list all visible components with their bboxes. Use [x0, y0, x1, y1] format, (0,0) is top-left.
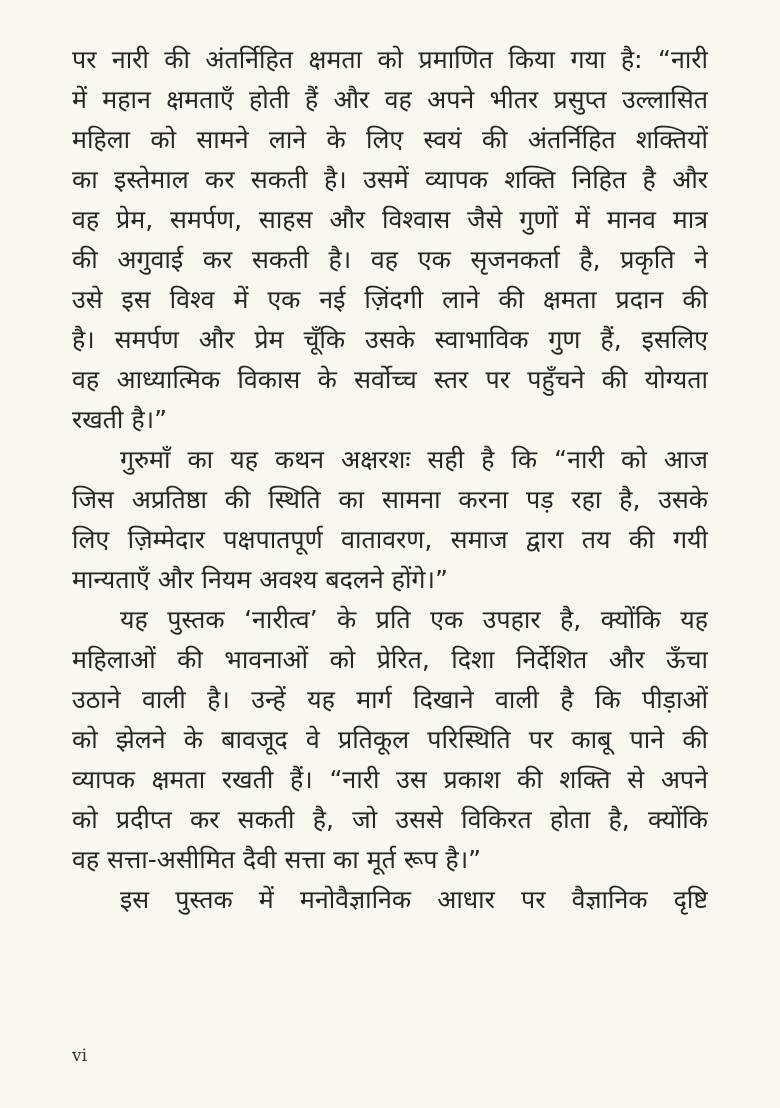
text-line: गुरुमाँ का यह कथन अक्षरशः सही है कि “नारी को आज [120, 445, 708, 474]
text-line: उसे इस विश्व में एक नई ज़िंदगी लाने की क्षमता प्रदान की [72, 285, 708, 314]
page-number: vi [72, 1046, 88, 1066]
text-line: वह सत्ता-असीमित दैवी सत्ता का मूर्त रूप है।” [72, 845, 482, 874]
text-line: महिलाओं की भावनाओं को प्रेरित, दिशा निर्देशित और ऊँचा [72, 645, 708, 674]
text-line: व्यापक क्षमता रखती हैं। “नारी उस प्रकाश की शक्ति से अपने [72, 765, 708, 794]
text-line: वह प्रेम, समर्पण, साहस और विश्वास जैसे गुणों में मानव मात्र [72, 205, 708, 234]
text-line: वह आध्यात्मिक विकास के सर्वोच्च स्तर पर पहुँचने की योग्यता [72, 365, 708, 394]
text-line: महिला को सामने लाने के लिए स्वयं की अंतर्निहित शक्तियों [72, 125, 708, 154]
text-line: उठाने वाली है। उन्हें यह मार्ग दिखाने वाली है कि पीड़ाओं [72, 685, 708, 714]
text-line: को झेलने के बावजूद वे प्रतिकूल परिस्थिति पर काबू पाने की [72, 725, 708, 754]
text-line: लिए ज़िम्मेदार पक्षपातपूर्ण वातावरण, समाज द्वारा तय की गयी [72, 525, 708, 554]
body-text [72, 40, 708, 920]
text-line: पर नारी की अंतर्निहित क्षमता को प्रमाणित किया गया है: “नारी [72, 45, 708, 74]
text-line: को प्रदीप्त कर सकती है, जो उससे विकिरत होता है, क्योंकि [72, 805, 708, 834]
text-line: में महान क्षमताएँ होती हैं और वह अपने भीतर प्रसुप्त उल्लासित [72, 85, 708, 114]
text-line: की अगुवाई कर सकती है। वह एक सृजनकर्ता है, प्रकृति ने [72, 245, 708, 274]
text-line: रखती है।” [72, 405, 168, 434]
text-line: यह पुस्तक ‘नारीत्व’ के प्रति एक उपहार है, क्योंकि यह [120, 605, 708, 634]
text-line: है। समर्पण और प्रेम चूँकि उसके स्वाभाविक गुण हैं, इसलिए [72, 325, 708, 354]
text-line: इस पुस्तक में मनोवैज्ञानिक आधार पर वैज्ञानिक दृष्टि [120, 885, 708, 914]
text-line: मान्यताएँ और नियम अवश्य बदलने होंगे।” [72, 565, 448, 594]
text-line: जिस अप्रतिष्ठा की स्थिति का सामना करना पड़ रहा है, उसके [72, 485, 708, 514]
text-line: का इस्तेमाल कर सकती है। उसमें व्यापक शक्ति निहित है और [72, 165, 708, 194]
